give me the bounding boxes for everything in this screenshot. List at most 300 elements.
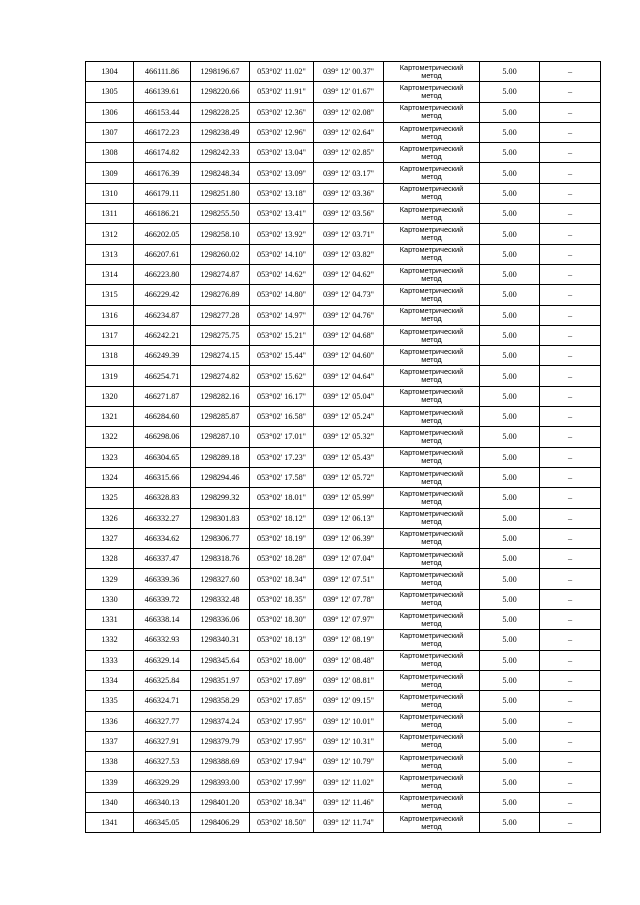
y-coordinate-cell: 1298287.10 — [191, 427, 250, 447]
y-coordinate-cell: 1298248.34 — [191, 163, 250, 183]
accuracy-cell: 5.00 — [480, 630, 540, 650]
longitude-cell: 039° 12' 04.73" — [314, 285, 384, 305]
y-coordinate-cell: 1298327.60 — [191, 569, 250, 589]
point-number-cell: 1324 — [86, 467, 134, 487]
x-coordinate-cell: 466242.21 — [134, 325, 191, 345]
longitude-cell: 039° 12' 07.04" — [314, 549, 384, 569]
longitude-cell: 039° 12' 04.62" — [314, 264, 384, 284]
longitude-cell: 039° 12' 10.31" — [314, 731, 384, 751]
longitude-cell: 039° 12' 07.78" — [314, 589, 384, 609]
method-line-2: метод — [421, 781, 442, 791]
method-cell — [384, 204, 480, 224]
longitude-cell: 039° 12' 09.15" — [314, 691, 384, 711]
method-line-1: Картометрический — [399, 346, 464, 356]
accuracy-cell: 5.00 — [480, 447, 540, 467]
latitude-cell: 053°02' 13.92" — [250, 224, 314, 244]
method-cell — [384, 82, 480, 102]
y-coordinate-cell: 1298276.89 — [191, 285, 250, 305]
method-cell — [384, 650, 480, 670]
accuracy-cell: 5.00 — [480, 772, 540, 792]
accuracy-cell: 5.00 — [480, 143, 540, 163]
coordinates-table — [85, 61, 601, 833]
table-row — [86, 386, 601, 406]
y-coordinate-cell: 1298358.29 — [191, 691, 250, 711]
y-coordinate-cell: 1298282.16 — [191, 386, 250, 406]
method-line-2: метод — [421, 172, 442, 182]
y-coordinate-cell: 1298299.32 — [191, 488, 250, 508]
note-cell: – — [540, 610, 601, 630]
note-cell: – — [540, 183, 601, 203]
longitude-cell: 039° 12' 11.74" — [314, 812, 384, 832]
point-number-cell: 1321 — [86, 407, 134, 427]
method-line-2: метод — [421, 760, 442, 770]
method-cell — [384, 285, 480, 305]
accuracy-cell: 5.00 — [480, 366, 540, 386]
x-coordinate-cell: 466249.39 — [134, 346, 191, 366]
longitude-cell: 039° 12' 11.02" — [314, 772, 384, 792]
longitude-cell: 039° 12' 03.71" — [314, 224, 384, 244]
y-coordinate-cell: 1298301.83 — [191, 508, 250, 528]
y-coordinate-cell: 1298285.87 — [191, 407, 250, 427]
table-row — [86, 670, 601, 690]
latitude-cell: 053°02' 15.44" — [250, 346, 314, 366]
accuracy-cell: 5.00 — [480, 122, 540, 142]
method-line-2: метод — [421, 273, 442, 283]
accuracy-cell: 5.00 — [480, 325, 540, 345]
x-coordinate-cell: 466202.05 — [134, 224, 191, 244]
point-number-cell: 1317 — [86, 325, 134, 345]
latitude-cell: 053°02' 12.96" — [250, 122, 314, 142]
method-line-1: Картометрический — [399, 143, 464, 153]
point-number-cell: 1340 — [86, 792, 134, 812]
point-number-cell: 1306 — [86, 102, 134, 122]
x-coordinate-cell: 466327.53 — [134, 752, 191, 772]
longitude-cell: 039° 12' 05.04" — [314, 386, 384, 406]
note-cell: – — [540, 670, 601, 690]
method-cell — [384, 772, 480, 792]
method-cell — [384, 244, 480, 264]
method-line-1: Картометрический — [399, 204, 464, 214]
note-cell: – — [540, 285, 601, 305]
point-number-cell: 1339 — [86, 772, 134, 792]
note-cell: – — [540, 691, 601, 711]
method-cell — [384, 812, 480, 832]
method-line-1: Картометрический — [399, 691, 464, 701]
method-line-1: Картометрический — [399, 630, 464, 640]
x-coordinate-cell: 466327.77 — [134, 711, 191, 731]
x-coordinate-cell: 466304.65 — [134, 447, 191, 467]
accuracy-cell: 5.00 — [480, 346, 540, 366]
table-row — [86, 264, 601, 284]
longitude-cell: 039° 12' 03.56" — [314, 204, 384, 224]
note-cell: – — [540, 488, 601, 508]
method-line-2: метод — [421, 699, 442, 709]
method-line-2: метод — [421, 578, 442, 588]
note-cell: – — [540, 122, 601, 142]
accuracy-cell: 5.00 — [480, 488, 540, 508]
latitude-cell: 053°02' 18.13" — [250, 630, 314, 650]
latitude-cell: 053°02' 18.34" — [250, 792, 314, 812]
method-line-2: метод — [421, 618, 442, 628]
method-line-1: Картометрический — [399, 509, 464, 519]
longitude-cell: 039° 12' 02.08" — [314, 102, 384, 122]
method-line-2: метод — [421, 212, 442, 222]
latitude-cell: 053°02' 14.80" — [250, 285, 314, 305]
longitude-cell: 039° 12' 03.82" — [314, 244, 384, 264]
method-cell — [384, 264, 480, 284]
accuracy-cell: 5.00 — [480, 731, 540, 751]
x-coordinate-cell: 466345.05 — [134, 812, 191, 832]
method-line-1: Картометрический — [399, 387, 464, 397]
point-number-cell: 1336 — [86, 711, 134, 731]
x-coordinate-cell: 466186.21 — [134, 204, 191, 224]
method-line-2: метод — [421, 456, 442, 466]
table-row — [86, 711, 601, 731]
method-line-2: метод — [421, 131, 442, 141]
accuracy-cell: 5.00 — [480, 752, 540, 772]
point-number-cell: 1311 — [86, 204, 134, 224]
note-cell: – — [540, 82, 601, 102]
x-coordinate-cell: 466337.47 — [134, 549, 191, 569]
table-row — [86, 407, 601, 427]
latitude-cell: 053°02' 13.09" — [250, 163, 314, 183]
table-row — [86, 650, 601, 670]
table-row — [86, 792, 601, 812]
longitude-cell: 039° 12' 07.51" — [314, 569, 384, 589]
latitude-cell: 053°02' 17.99" — [250, 772, 314, 792]
method-line-2: метод — [421, 415, 442, 425]
longitude-cell: 039° 12' 11.46" — [314, 792, 384, 812]
latitude-cell: 053°02' 13.04" — [250, 143, 314, 163]
x-coordinate-cell: 466111.86 — [134, 62, 191, 82]
method-line-1: Картометрический — [399, 590, 464, 600]
method-cell — [384, 549, 480, 569]
accuracy-cell: 5.00 — [480, 467, 540, 487]
method-line-1: Картометрический — [399, 367, 464, 377]
method-cell — [384, 508, 480, 528]
point-number-cell: 1338 — [86, 752, 134, 772]
method-line-2: метод — [421, 598, 442, 608]
table-row — [86, 62, 601, 82]
y-coordinate-cell: 1298406.29 — [191, 812, 250, 832]
note-cell: – — [540, 143, 601, 163]
table-row — [86, 589, 601, 609]
method-line-1: Картометрический — [399, 62, 464, 72]
method-cell — [384, 122, 480, 142]
table-row — [86, 244, 601, 264]
latitude-cell: 053°02' 18.50" — [250, 812, 314, 832]
method-line-1: Картометрический — [399, 488, 464, 498]
point-number-cell: 1316 — [86, 305, 134, 325]
method-line-2: метод — [421, 821, 442, 831]
point-number-cell: 1341 — [86, 812, 134, 832]
longitude-cell: 039° 12' 05.43" — [314, 447, 384, 467]
note-cell: – — [540, 549, 601, 569]
point-number-cell: 1330 — [86, 589, 134, 609]
x-coordinate-cell: 466139.61 — [134, 82, 191, 102]
method-line-2: метод — [421, 354, 442, 364]
x-coordinate-cell: 466339.72 — [134, 589, 191, 609]
method-cell — [384, 447, 480, 467]
y-coordinate-cell: 1298374.24 — [191, 711, 250, 731]
method-line-1: Картометрический — [399, 265, 464, 275]
note-cell: – — [540, 305, 601, 325]
method-line-2: метод — [421, 659, 442, 669]
x-coordinate-cell: 466332.93 — [134, 630, 191, 650]
y-coordinate-cell: 1298340.31 — [191, 630, 250, 650]
point-number-cell: 1305 — [86, 82, 134, 102]
method-cell — [384, 610, 480, 630]
table-row — [86, 224, 601, 244]
latitude-cell: 053°02' 17.01" — [250, 427, 314, 447]
point-number-cell: 1337 — [86, 731, 134, 751]
table-row — [86, 731, 601, 751]
table-row — [86, 752, 601, 772]
method-line-1: Картометрический — [399, 245, 464, 255]
note-cell: – — [540, 407, 601, 427]
longitude-cell: 039° 12' 04.60" — [314, 346, 384, 366]
table-row — [86, 528, 601, 548]
point-number-cell: 1308 — [86, 143, 134, 163]
x-coordinate-cell: 466329.14 — [134, 650, 191, 670]
x-coordinate-cell: 466324.71 — [134, 691, 191, 711]
latitude-cell: 053°02' 17.85" — [250, 691, 314, 711]
x-coordinate-cell: 466254.71 — [134, 366, 191, 386]
y-coordinate-cell: 1298336.06 — [191, 610, 250, 630]
note-cell: – — [540, 731, 601, 751]
method-line-1: Картометрический — [399, 285, 464, 295]
latitude-cell: 053°02' 14.62" — [250, 264, 314, 284]
method-line-2: метод — [421, 557, 442, 567]
accuracy-cell: 5.00 — [480, 285, 540, 305]
latitude-cell: 053°02' 14.10" — [250, 244, 314, 264]
table-row — [86, 325, 601, 345]
y-coordinate-cell: 1298220.66 — [191, 82, 250, 102]
table-row — [86, 143, 601, 163]
x-coordinate-cell: 466298.06 — [134, 427, 191, 447]
note-cell: – — [540, 427, 601, 447]
latitude-cell: 053°02' 17.94" — [250, 752, 314, 772]
method-line-1: Картометрический — [399, 793, 464, 803]
x-coordinate-cell: 466332.27 — [134, 508, 191, 528]
x-coordinate-cell: 466325.84 — [134, 670, 191, 690]
latitude-cell: 053°02' 11.02" — [250, 62, 314, 82]
accuracy-cell: 5.00 — [480, 62, 540, 82]
note-cell: – — [540, 366, 601, 386]
method-line-2: метод — [421, 151, 442, 161]
method-line-2: метод — [421, 517, 442, 527]
longitude-cell: 039° 12' 05.24" — [314, 407, 384, 427]
point-number-cell: 1329 — [86, 569, 134, 589]
longitude-cell: 039° 12' 05.99" — [314, 488, 384, 508]
method-cell — [384, 163, 480, 183]
method-cell — [384, 224, 480, 244]
method-line-2: метод — [421, 435, 442, 445]
point-number-cell: 1334 — [86, 670, 134, 690]
note-cell: – — [540, 264, 601, 284]
table-row — [86, 569, 601, 589]
longitude-cell: 039° 12' 00.37" — [314, 62, 384, 82]
accuracy-cell: 5.00 — [480, 569, 540, 589]
y-coordinate-cell: 1298260.02 — [191, 244, 250, 264]
method-cell — [384, 143, 480, 163]
table-row — [86, 285, 601, 305]
accuracy-cell: 5.00 — [480, 82, 540, 102]
longitude-cell: 039° 12' 10.79" — [314, 752, 384, 772]
latitude-cell: 053°02' 17.95" — [250, 711, 314, 731]
latitude-cell: 053°02' 18.30" — [250, 610, 314, 630]
method-line-2: метод — [421, 395, 442, 405]
method-cell — [384, 366, 480, 386]
y-coordinate-cell: 1298238.49 — [191, 122, 250, 142]
point-number-cell: 1327 — [86, 528, 134, 548]
latitude-cell: 053°02' 16.17" — [250, 386, 314, 406]
y-coordinate-cell: 1298345.64 — [191, 650, 250, 670]
latitude-cell: 053°02' 18.34" — [250, 569, 314, 589]
document-page — [85, 61, 601, 833]
method-line-1: Картометрический — [399, 671, 464, 681]
point-number-cell: 1312 — [86, 224, 134, 244]
latitude-cell: 053°02' 11.91" — [250, 82, 314, 102]
accuracy-cell: 5.00 — [480, 650, 540, 670]
y-coordinate-cell: 1298401.20 — [191, 792, 250, 812]
method-cell — [384, 711, 480, 731]
x-coordinate-cell: 466315.66 — [134, 467, 191, 487]
accuracy-cell: 5.00 — [480, 183, 540, 203]
latitude-cell: 053°02' 18.12" — [250, 508, 314, 528]
latitude-cell: 053°02' 15.21" — [250, 325, 314, 345]
y-coordinate-cell: 1298294.46 — [191, 467, 250, 487]
method-line-1: Картометрический — [399, 448, 464, 458]
x-coordinate-cell: 466329.29 — [134, 772, 191, 792]
method-line-1: Картометрический — [399, 225, 464, 235]
longitude-cell: 039° 12' 08.19" — [314, 630, 384, 650]
longitude-cell: 039° 12' 06.39" — [314, 528, 384, 548]
x-coordinate-cell: 466207.61 — [134, 244, 191, 264]
accuracy-cell: 5.00 — [480, 508, 540, 528]
method-line-2: метод — [421, 334, 442, 344]
point-number-cell: 1310 — [86, 183, 134, 203]
point-number-cell: 1326 — [86, 508, 134, 528]
method-line-1: Картометрический — [399, 123, 464, 133]
method-cell — [384, 346, 480, 366]
method-line-2: метод — [421, 192, 442, 202]
x-coordinate-cell: 466153.44 — [134, 102, 191, 122]
longitude-cell: 039° 12' 01.67" — [314, 82, 384, 102]
accuracy-cell: 5.00 — [480, 163, 540, 183]
y-coordinate-cell: 1298379.79 — [191, 731, 250, 751]
table-row — [86, 812, 601, 832]
y-coordinate-cell: 1298289.18 — [191, 447, 250, 467]
table-row — [86, 508, 601, 528]
method-line-2: метод — [421, 253, 442, 263]
latitude-cell: 053°02' 18.28" — [250, 549, 314, 569]
method-cell — [384, 630, 480, 650]
table-body — [86, 62, 601, 833]
longitude-cell: 039° 12' 02.64" — [314, 122, 384, 142]
note-cell: – — [540, 62, 601, 82]
point-number-cell: 1322 — [86, 427, 134, 447]
table-row — [86, 610, 601, 630]
y-coordinate-cell: 1298274.87 — [191, 264, 250, 284]
table-row — [86, 467, 601, 487]
point-number-cell: 1318 — [86, 346, 134, 366]
accuracy-cell: 5.00 — [480, 102, 540, 122]
method-cell — [384, 325, 480, 345]
note-cell: – — [540, 752, 601, 772]
y-coordinate-cell: 1298393.00 — [191, 772, 250, 792]
method-cell — [384, 528, 480, 548]
accuracy-cell: 5.00 — [480, 670, 540, 690]
point-number-cell: 1304 — [86, 62, 134, 82]
accuracy-cell: 5.00 — [480, 407, 540, 427]
x-coordinate-cell: 466328.83 — [134, 488, 191, 508]
longitude-cell: 039° 12' 10.01" — [314, 711, 384, 731]
latitude-cell: 053°02' 17.95" — [250, 731, 314, 751]
method-cell — [384, 691, 480, 711]
note-cell: – — [540, 792, 601, 812]
point-number-cell: 1320 — [86, 386, 134, 406]
method-cell — [384, 102, 480, 122]
method-cell — [384, 386, 480, 406]
latitude-cell: 053°02' 18.19" — [250, 528, 314, 548]
x-coordinate-cell: 466340.13 — [134, 792, 191, 812]
method-line-1: Картометрический — [399, 164, 464, 174]
note-cell: – — [540, 447, 601, 467]
y-coordinate-cell: 1298228.25 — [191, 102, 250, 122]
latitude-cell: 053°02' 16.58" — [250, 407, 314, 427]
x-coordinate-cell: 466284.60 — [134, 407, 191, 427]
accuracy-cell: 5.00 — [480, 610, 540, 630]
longitude-cell: 039° 12' 08.48" — [314, 650, 384, 670]
method-line-1: Картометрический — [399, 813, 464, 823]
table-row — [86, 346, 601, 366]
method-line-2: метод — [421, 720, 442, 730]
table-row — [86, 630, 601, 650]
method-line-2: метод — [421, 476, 442, 486]
method-line-2: метод — [421, 111, 442, 121]
x-coordinate-cell: 466338.14 — [134, 610, 191, 630]
latitude-cell: 053°02' 17.58" — [250, 467, 314, 487]
table-row — [86, 488, 601, 508]
x-coordinate-cell: 466334.62 — [134, 528, 191, 548]
longitude-cell: 039° 12' 03.36" — [314, 183, 384, 203]
longitude-cell: 039° 12' 08.81" — [314, 670, 384, 690]
method-line-1: Картометрический — [399, 529, 464, 539]
table-row — [86, 122, 601, 142]
latitude-cell: 053°02' 13.41" — [250, 204, 314, 224]
method-cell — [384, 305, 480, 325]
latitude-cell: 053°02' 15.62" — [250, 366, 314, 386]
note-cell: – — [540, 569, 601, 589]
method-cell — [384, 467, 480, 487]
table-row — [86, 427, 601, 447]
table-row — [86, 772, 601, 792]
accuracy-cell: 5.00 — [480, 244, 540, 264]
method-line-1: Картометрический — [399, 712, 464, 722]
longitude-cell: 039° 12' 05.32" — [314, 427, 384, 447]
accuracy-cell: 5.00 — [480, 691, 540, 711]
method-cell — [384, 183, 480, 203]
note-cell: – — [540, 386, 601, 406]
latitude-cell: 053°02' 18.01" — [250, 488, 314, 508]
longitude-cell: 039° 12' 02.85" — [314, 143, 384, 163]
point-number-cell: 1335 — [86, 691, 134, 711]
longitude-cell: 039° 12' 07.97" — [314, 610, 384, 630]
method-line-1: Картометрический — [399, 773, 464, 783]
x-coordinate-cell: 466174.82 — [134, 143, 191, 163]
y-coordinate-cell: 1298258.10 — [191, 224, 250, 244]
